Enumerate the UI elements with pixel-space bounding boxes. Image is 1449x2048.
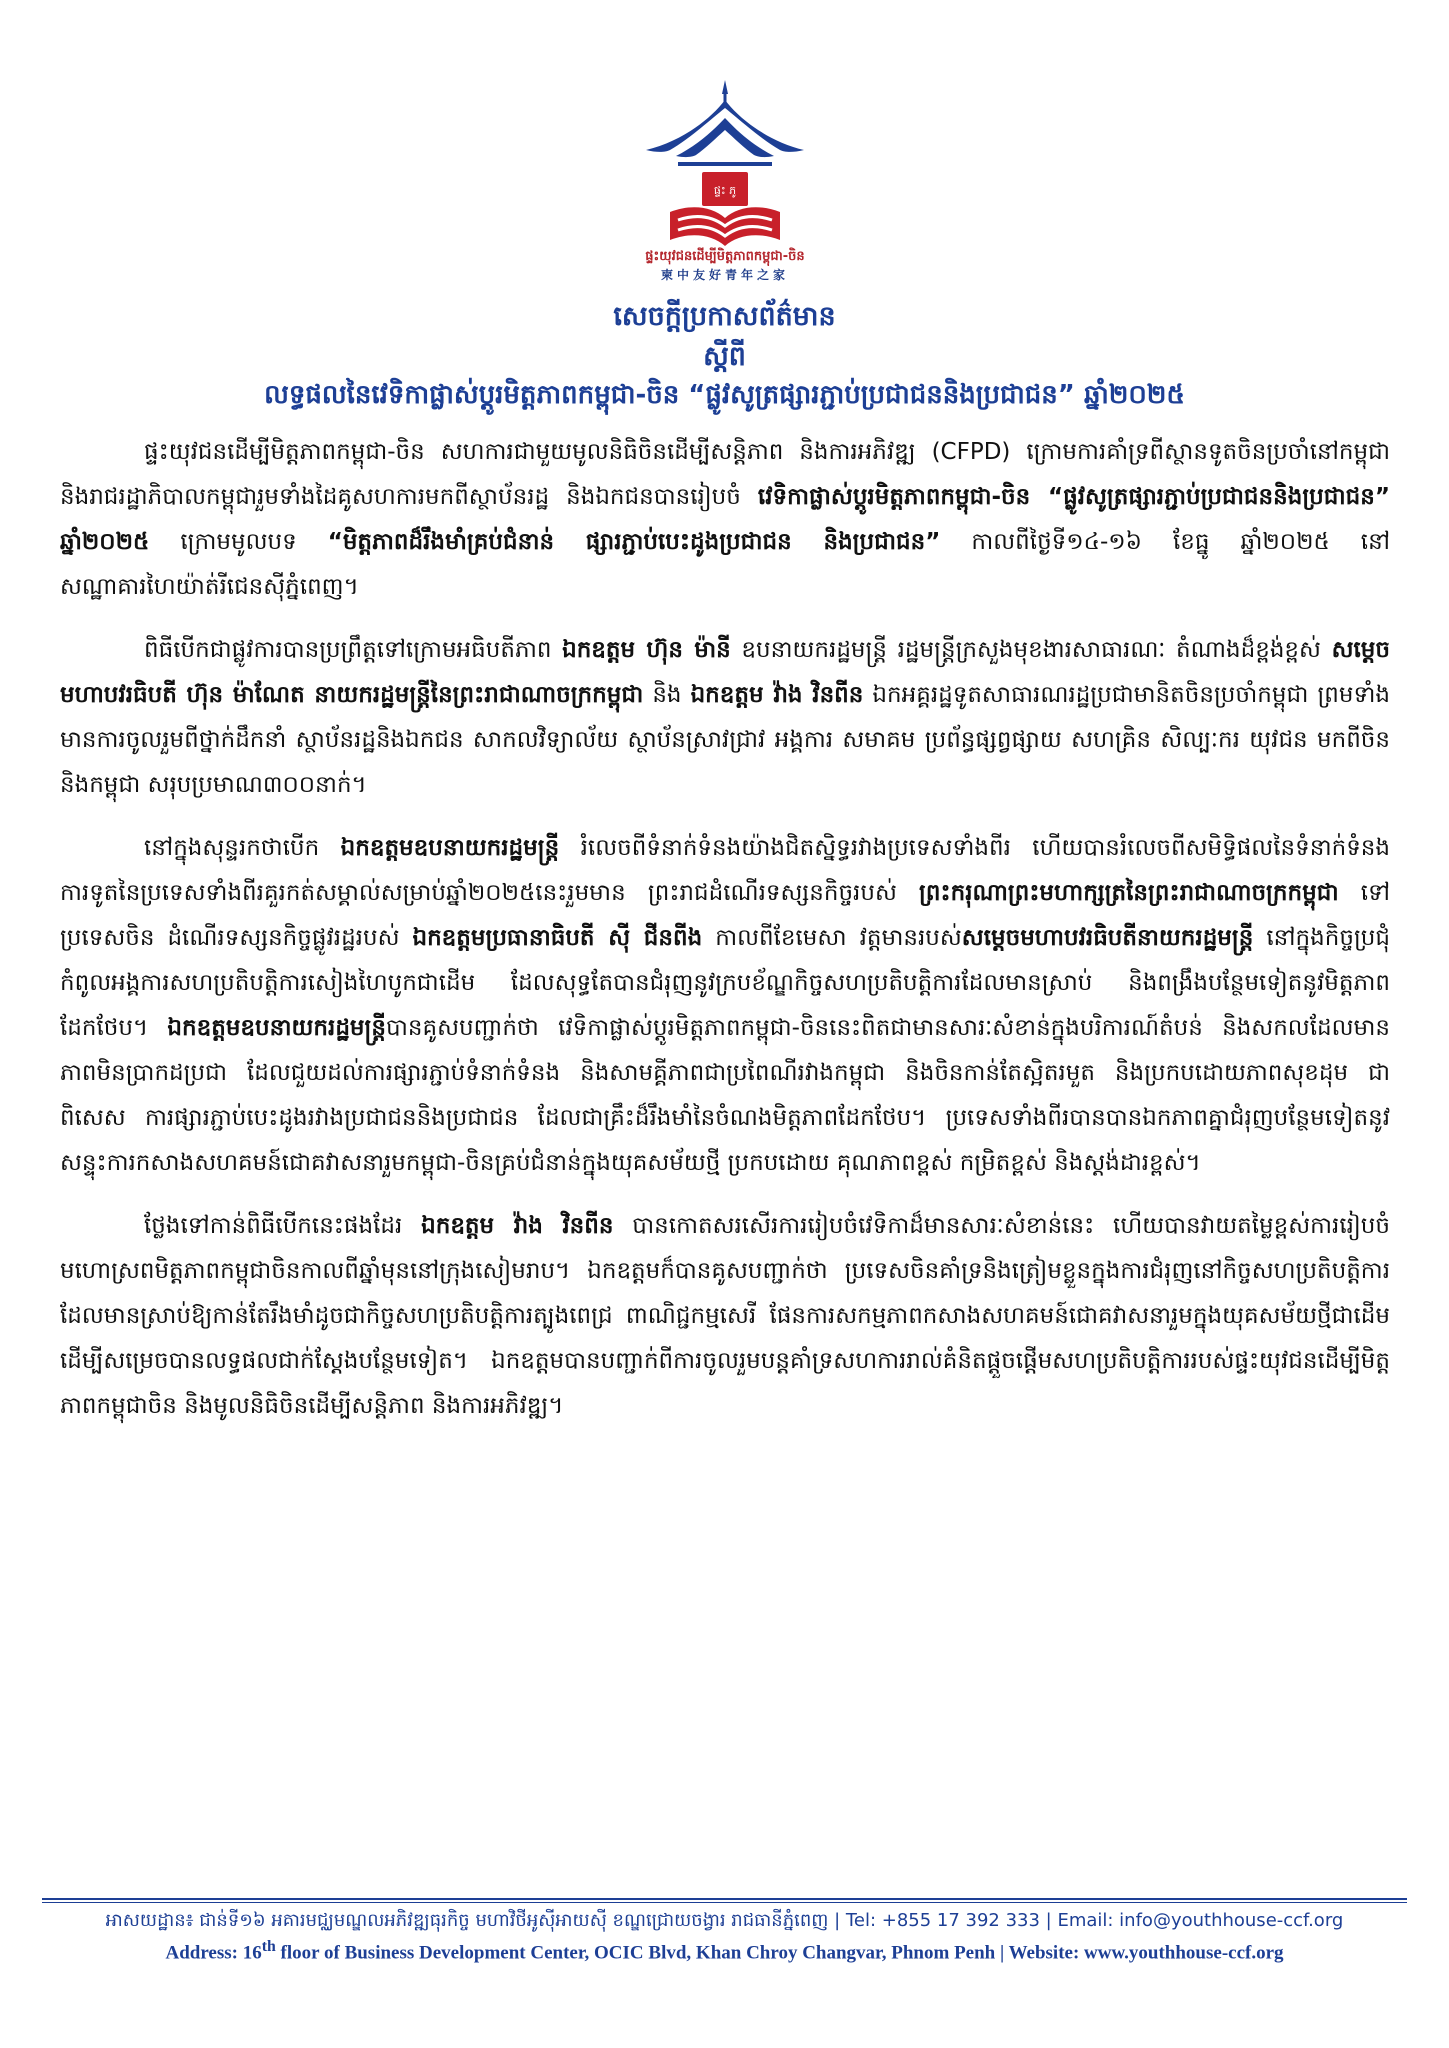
p2-text: និង — [643, 682, 691, 708]
p1-forum-name: វេទិកាផ្លាស់ប្តូរមិត្តភាពកម្ពុជា-ចិន “ផ្លូវសូត្រផ្សារភ្ជាប់ប្រជាជននិងប្រជាជន” ឆ្នាំ២០២៥ — [60, 484, 1390, 555]
p2-text: ឧបនាយករដ្ឋមន្ត្រី រដ្ឋមន្ត្រីក្រសួងមុខងារសាធារណៈ តំណាងដ៏ខ្ពង់ខ្ពស់ — [730, 637, 1332, 663]
p1-text: ផ្ទះយុវជនដើម្បីមិត្តភាពកម្ពុជា-ចិន សហការជាមួយមូលនិធិចិនដើម្បីសន្តិភាព និងការអភិវឌ្ឍ (CFPD) ក្រោមការគាំទ្រពីស្ថានទូតចិនប្រចាំនៅកម្ពុជា និងរាជរដ្ឋាភិបាលកម្ពុជារួមទាំងដៃគូសហការមកពីស្ថាប័នរដ្ឋ និងឯកជនបានរៀបចំ — [60, 439, 1390, 510]
p3-text: កាលពីខែមេសា វត្តមានរបស់ — [702, 925, 962, 951]
paragraph-2 — [60, 628, 1390, 808]
p4-dignitary: ឯកឧត្តម វ៉ាង វិនពីន — [421, 1213, 614, 1239]
p2-dignitary: ឯកឧត្តម វ៉ាង វិនពីន — [690, 682, 864, 708]
p2-text: ឯកអគ្គរដ្ឋទូតសាធារណរដ្ឋប្រជាមានិតចិនប្រចាំកម្ពុជា ព្រមទាំងមានការចូលរួមពីថ្នាក់ដឹកនាំ ស្ថាប័នរដ្ឋនិងឯកជន សាកលវិទ្យាល័យ ស្ថាប័នស្រាវជ្រាវ អង្គការ សមាគម ប្រព័ន្ធផ្សព្វផ្សាយ សហគ្រិន សិល្បៈករ យុវជន មកពីចិន និងកម្ពុជា សរុបប្រមាណ៣០០នាក់។ — [60, 682, 1390, 798]
p2-dignitary: សម្តេចមហាបវរធិបតី ហ៊ុន ម៉ាណែត នាយករដ្ឋមន្ត្រីនៃព្រះរាជាណាចក្រកម្ពុជា — [60, 637, 1390, 708]
footer-address-khmer: អាសយដ្ឋាន៖ ជាន់ទី១៦ អគារមជ្ឈមណ្ឌលអភិវឌ្ឍធុរកិច្ច មហាវិថីអូស៊ីអាយស៊ី ខណ្ឌជ្រោយចង្វារ រាជធានីភ្នំពេញ | Tel: +855 17 392 333 | Email: info@youthhouse-ccf.org — [105, 1910, 1344, 1931]
footer-address-ordinal: th — [261, 1938, 276, 1955]
footer-address-english — [42, 1938, 1407, 1964]
p4-text: បានកោតសរសើរការរៀបចំវេទិកាដ៏មានសារៈសំខាន់នេះ ហើយបានវាយតម្លៃខ្ពស់ការរៀបចំមហោស្រពមិត្តភាពកម្ពុជាចិនកាលពីឆ្នាំមុននៅក្រុងសៀមរាប។ ឯកឧត្តមក៏បានគូសបញ្ជាក់ថា ប្រទេសចិនគាំទ្រនិងត្រៀមខ្លួនក្នុងការជំរុញនៅកិច្ចសហប្រតិបត្តិការដែលមានស្រាប់ឱ្យកាន់តែរឹងមាំដូចជាកិច្ចសហប្រតិបត្តិការត្បូងពេជ្រ ពាណិជ្ជកម្មសេរី ផែនការសកម្មភាពកសាងសហគមន៍ជោគវាសនារួមក្នុងយុគសម័យថ្មីជាដើម ដើម្បីសម្រេចបានលទ្ធផលជាក់ស្តែងបន្ថែមទៀត។ ឯកឧត្តមបានបញ្ជាក់ពីការចូលរួមបន្តគាំទ្រសហការរាល់គំនិតផ្តួចផ្តើមសហប្រតិបត្តិការរបស់ផ្ទះយុវជនដើម្បីមិត្តភាពកម្ពុជាចិន និងមូលនិធិចិនដើម្បីសន្តិភាព និងការអភិវឌ្ឍ។ — [60, 1213, 1390, 1419]
p3-text: នៅក្នុងសុន្ទរកថាបើក — [144, 835, 341, 861]
footer-divider — [42, 1898, 1407, 1900]
p3-text: បានគូសបញ្ជាក់ថា វេទិកាផ្លាស់ប្តូរមិត្តភាពកម្ពុជា-ចិននេះពិតជាមានសារៈសំខាន់ក្នុងបរិការណ៍តំបន់ និងសកលដែលមានភាពមិនប្រាកដប្រជា ដែលជួយដល់ការផ្សារភ្ជាប់ទំនាក់ទំនង និងសាមគ្គីភាពជាប្រពៃណីរវាងកម្ពុជា និងចិនកាន់តែស្អិតរមួត និងប្រកបដោយភាពសុខដុម ជាពិសេស ការផ្សារភ្ជាប់បេះដូងរវាងប្រជាជននិងប្រជាជន ដែលជាគ្រឹះដ៏រឹងមាំនៃចំណងមិត្តភាពដែកថែប។ ប្រទេសទាំងពីរបានបានឯកភាពគ្នាជំរុញបន្ថែមទៀតនូវសន្ទុះការកសាងសហគមន៍ជោគវាសនារួមកម្ពុជា-ចិនគ្រប់ជំនាន់ក្នុងយុគសម័យថ្មី ប្រកបដោយ គុណភាពខ្ពស់ កម្រិតខ្ពស់ និងស្តង់ដារខ្ពស់។ — [60, 1015, 1390, 1176]
paragraph-3 — [60, 826, 1390, 1186]
p3-text: នៅក្នុងកិច្ចប្រជុំកំពូលអង្គការសហប្រតិបត្តិការសៀងហៃបូកជាដើម ដែលសុទ្ធតែបានជំរុញនូវក្របខ័ណ្ឌកិច្ចសហប្រតិបត្តិការដែលមានស្រាប់ និងពង្រឹងបន្ថែមទៀតនូវមិត្តភាពដែកថែប។ — [60, 925, 1390, 1041]
press-release-body — [60, 430, 1390, 1447]
p1-text: ក្រោមមូលបទ — [149, 529, 328, 555]
press-release-topic: លទ្ធផលនៃវេទិកាផ្លាស់ប្តូរមិត្តភាពកម្ពុជា-ចិន “ផ្លូវសូត្រផ្សារភ្ជាប់ប្រជាជននិងប្រជាជន” ឆ្នាំ២០២៥ — [264, 380, 1185, 410]
logo-caption-chinese: 柬中友好青年之家 — [660, 268, 789, 282]
p3-dignitary: ឯកឧត្តមឧបនាយករដ្ឋមន្ត្រី — [340, 835, 560, 861]
footer-divider-thin — [42, 1902, 1407, 1903]
press-release-subtitle: ស្តីពី — [703, 341, 746, 372]
p3-dignitary: ព្រះករុណាព្រះមហាក្សត្រនៃព្រះរាជាណាចក្រកម្ពុជា — [919, 880, 1339, 906]
p3-text: ទៅប្រទេសចិន ដំណើរទស្សនកិច្ចផ្លូវរដ្ឋរបស់ — [60, 880, 1390, 951]
footer-address-part: Address: 16 — [165, 1942, 262, 1964]
paragraph-4 — [60, 1204, 1390, 1429]
p3-dignitary: ឯកឧត្តមប្រធានាធិបតី ស៊ី ជីនពីង — [412, 925, 703, 951]
p3-dignitary: សម្តេចមហាបវរធិបតីនាយករដ្ឋមន្ត្រី — [961, 925, 1254, 951]
p1-theme: “មិត្តភាពដ៏រឹងមាំគ្រប់ជំនាន់ ផ្សារភ្ជាប់បេះដូងប្រជាជន និងប្រជាជន” — [327, 529, 941, 555]
logo-caption-khmer: ផ្ទះយុវជនដើម្បីមិត្តភាពកម្ពុជា-ចិន — [645, 249, 805, 264]
p3-text: រំលេចពីទំនាក់ទំនងយ៉ាងជិតស្និទ្ធរវាងប្រទេសទាំងពីរ ហើយបានរំលេចពីសមិទ្ធិផលនៃទំនាក់ទំនងការទូតនៃប្រទេសទាំងពីរគួរកត់សម្គាល់សម្រាប់ឆ្នាំ២០២៥នេះរួមមាន ព្រះរាជដំណើរទស្សនកិច្ចរបស់ — [60, 835, 1390, 906]
p2-dignitary: ឯកឧត្តម ហ៊ុន ម៉ានី — [562, 637, 731, 663]
logo-seal-text: ផ្ទះ ភូ — [713, 184, 737, 197]
p1-text: កាលពីថ្ងៃទី១៤-១៦ ខែធ្នូ ឆ្នាំ២០២៥ នៅសណ្ឋាគារហៃយ៉ាត់រីជេនស៊ីភ្នំពេញ។ — [60, 529, 1390, 600]
footer-address-part: floor of Business Development Center, OCIC Blvd, Khan Chroy Changvar, Phnom Penh | Website: www.youthhouse-ccf.org — [275, 1942, 1284, 1964]
paragraph-1 — [60, 430, 1390, 610]
p2-text: ពិធីបើកជាផ្លូវការបានប្រព្រឹត្តទៅក្រោមអធិបតីភាព — [144, 637, 563, 663]
press-release-title: សេចក្តីប្រកាសព័ត៌មាន — [613, 301, 836, 332]
p4-text: ថ្លែងទៅកាន់ពិធីបើកនេះផងដែរ — [144, 1213, 422, 1239]
p3-dignitary: ឯកឧត្តមឧបនាយករដ្ឋមន្ត្រី — [167, 1015, 386, 1041]
